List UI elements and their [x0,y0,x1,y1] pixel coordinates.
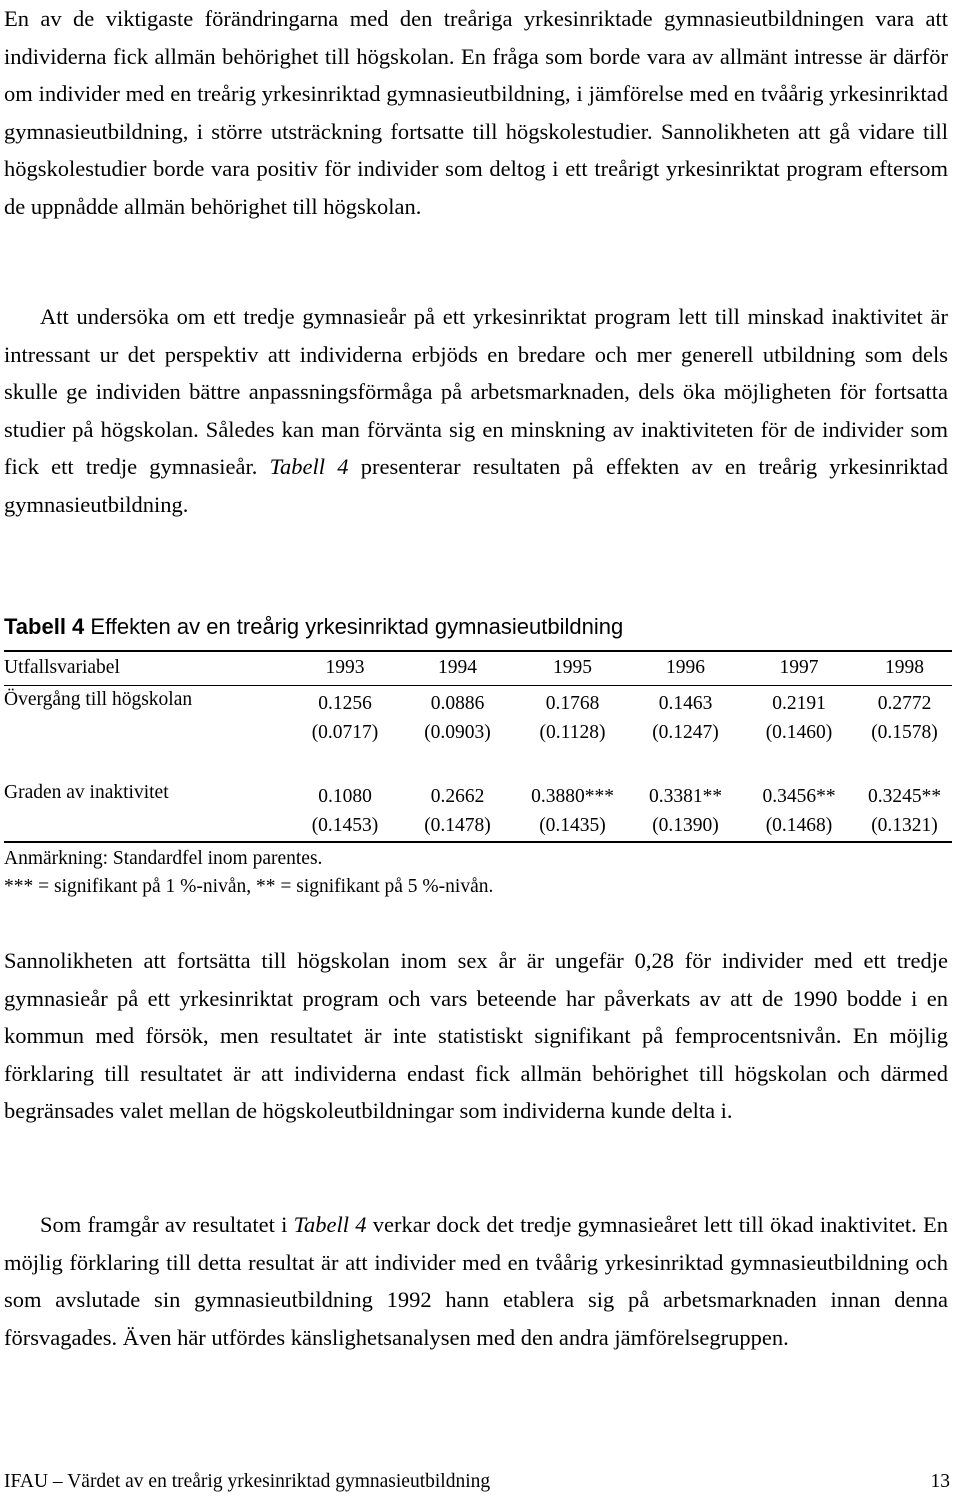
standard-error: (0.1453) [311,815,379,836]
header-year: 1994 [400,651,515,685]
estimate-value: 0.2662 [430,786,485,807]
table-note: Anmärkning: Standardfel inom parentes. [4,848,323,869]
standard-error: (0.0717) [311,721,379,743]
table-cell [630,685,741,782]
table-cell [290,782,400,842]
standard-error: (0.1247) [652,721,719,743]
header-year: 1996 [630,651,741,685]
standard-error: (0.1435) [539,815,606,836]
table-cell [741,782,857,842]
page-footer [4,1468,950,1496]
table-cell [290,685,400,782]
footer-title: IFAU – Värdet av en treårig yrkesinriktad gymnasieutbildning [4,1471,491,1492]
standard-error: (0.1128) [539,721,606,743]
table-cell [630,782,741,842]
estimate-value: 0.1463 [658,692,713,714]
table-header-row [4,651,952,685]
standard-error: (0.1578) [871,721,938,743]
standard-error: (0.1478) [424,815,491,836]
table-reference: Tabell 4 [269,454,349,480]
table-caption-label: Tabell 4 [4,614,85,639]
header-year: 1993 [290,651,400,685]
estimate-value: 0.0886 [430,692,485,714]
header-year: 1998 [857,651,952,685]
paragraph-1: En av de viktigaste förändringarna med den treåriga yrkesinriktade gymnasieutbildningen vara att individerna fick allmän behörighet till högskolan. En fråga som borde vara av allmänt intresse är därför om individer med en treårig yrkesinriktad gymnasieutbildning, i jämförelse med en tvåårig yrkesinriktad gymnasieutbildning, i större utsträckning fortsatte till högskolestudier. Sannolikheten att gå vidare till högskolestudier borde vara positiv för individer som deltog i ett treårigt yrkesinriktat program eftersom de uppnådde allmän behörighet till högskolan. [4,6,948,219]
table-reference: Tabell 4 [293,1212,367,1237]
paragraph-2 [4,298,948,524]
estimate-value: 0.3880*** [531,786,614,807]
estimate-value: 0.1080 [318,786,372,807]
estimate-value: 0.2191 [772,692,826,714]
header-outcome-variable: Utfallsvariabel [4,651,290,685]
header-year: 1995 [515,651,630,685]
standard-error: (0.1460) [765,721,833,743]
standard-error: (0.1468) [765,815,833,836]
estimate-value: 0.3381** [648,786,723,807]
paragraph-3: Sannolikheten att fortsätta till högskolan inom sex år är ungefär 0,28 för individer med ett tredje gymnasieår på ett yrkesinriktat program och vars beteende har påverkats av att de 1990 bodde i en kommun med försök, men resultatet är inte statistiskt signifikant på femprocentsnivån. En möjlig förklaring till resultatet är att individerna endast fick allmän behörighet till högskolan och därmed begränsades valet mellan de högskoleutbildningar som individerna kunde delta i. [4,948,948,1124]
table-cell [857,782,952,842]
table-row [4,685,952,782]
table-note: *** = signifikant på 1 %-nivån, ** = signifikant på 5 %-nivån. [4,876,494,897]
results-table [4,650,952,843]
table-cell [857,685,952,782]
standard-error: (0.1390) [652,815,719,836]
estimate-value: 0.2772 [877,692,932,714]
row-label: Graden av inaktivitet [4,782,290,842]
estimate-value: 0.3456** [762,786,836,807]
header-year: 1997 [741,651,857,685]
row-label: Övergång till högskolan [4,688,193,710]
paragraph-2-text-b: presenterar resultaten på effekten av en treårig yrkesinriktad gymnasieutbildning. [4,454,948,517]
paragraph-2-text-a: Att undersöka om ett tredje gymnasieår på ett yrkesinriktat program lett till minskad inaktivitet är intressant ur det perspektiv att individerna erbjöds en bredare och mer generell utbildning som dels skulle ge individen bättre anpassningsförmåga på arbetsmarknaden, dels öka möjligheten för fortsatta studier på högskolan. Således kan man förvänta sig en minskning av inaktiviteten för de individer som fick ett tredje gymnasieår. [4,304,948,480]
paragraph-4 [4,1206,948,1356]
table-caption-text: Effekten av en treårig yrkesinriktad gymnasieutbildning [84,614,624,639]
table-cell [515,782,630,842]
estimate-value: 0.1768 [545,692,600,714]
estimate-value: 0.1256 [318,692,372,714]
paragraph-4-text-b: verkar dock det tredje gymnasieåret lett till ökad inaktivitet. En möjlig förklaring till detta resultat är att individer med en tvåårig yrkesinriktad gymnasieutbildning och som avslutade sin gymnasieutbildning 1992 hann etablera sig på arbetsmarknaden innan denna försvagades. Även här utfördes känslighetsanalysen med den andra jämförelsegruppen. [4,1212,948,1350]
table-cell [400,685,515,782]
standard-error: (0.1321) [871,815,938,836]
table-cell [400,782,515,842]
table-cell [515,685,630,782]
table-caption [4,612,623,642]
table-row [4,782,952,842]
page-number: 13 [930,1471,950,1492]
paragraph-4-text-a: Som framgår av resultatet i [40,1212,294,1237]
table-notes [4,845,493,901]
standard-error: (0.0903) [424,721,491,743]
estimate-value: 0.3245** [867,786,942,807]
table-cell [741,685,857,782]
